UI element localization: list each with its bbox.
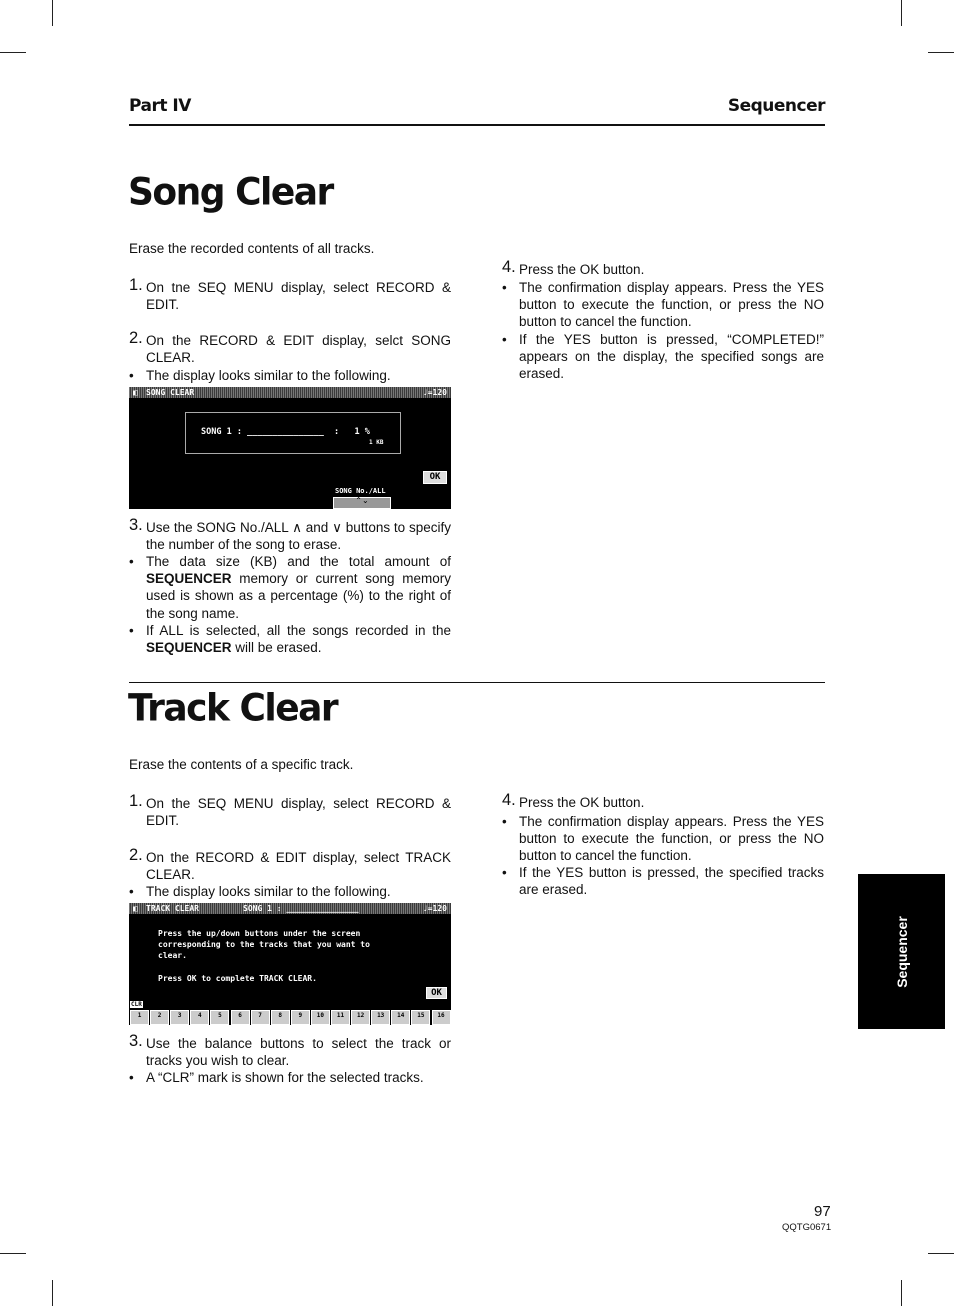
song-step-4 — [502, 258, 824, 278]
step-number: 4. — [502, 258, 516, 276]
bullet-text: The confirmation display appears. Press the YES button to execute the function, or press the NO button to cancel the function. — [519, 814, 824, 864]
track-step-1 — [129, 792, 451, 829]
screen-icon: ◧ — [133, 904, 138, 913]
step-number: 2. — [129, 846, 143, 864]
clr-mark: CLR — [131, 1001, 142, 1008]
screen-line-3: clear. — [158, 951, 187, 960]
bullet-text: The display looks similar to the following. — [146, 884, 391, 899]
doc-code: QQTG0671 — [782, 1222, 832, 1233]
track-button-13[interactable] — [371, 1010, 390, 1025]
screen-line-2: corresponding to the tracks that you want to — [158, 940, 370, 949]
bullet-text: If the YES button is pressed, “COMPLETED!” appears on the display, the specified songs are erased. — [519, 332, 824, 382]
track-button-16[interactable] — [432, 1010, 451, 1025]
track-button-label: 14 — [397, 1012, 405, 1019]
step-number: 4. — [502, 791, 516, 809]
bullet-text: The confirmation display appears. Press the YES button to execute the function, or press the NO button to cancel the function. — [519, 280, 824, 330]
song-step-3-bullet-2 — [129, 622, 451, 656]
track-button-5[interactable] — [210, 1010, 229, 1025]
side-tab-label: Sequencer — [893, 915, 910, 988]
bullet-mark: • — [502, 814, 507, 829]
updown-icon: ⌃⌄ — [355, 496, 369, 505]
track-button-label: 16 — [437, 1012, 445, 1019]
screen-title: SONG CLEAR — [146, 388, 195, 397]
track-step-3-bullet — [129, 1069, 451, 1086]
song-no-all-label: SONG No./ALL — [335, 487, 386, 495]
song-step-4-bullet-2 — [502, 331, 824, 383]
track-button-label: 8 — [278, 1012, 282, 1019]
bullet-mark: • — [129, 368, 134, 383]
track-button-4[interactable] — [190, 1010, 209, 1025]
song-line: SONG 1 : _______________ : 1 % — [201, 427, 370, 437]
crop-mark — [928, 52, 954, 53]
track-button-label: 9 — [298, 1012, 303, 1019]
song-clear-intro: Erase the recorded contents of all tracks. — [129, 241, 375, 256]
crop-mark — [901, 0, 902, 26]
side-tab — [858, 874, 945, 1029]
track-button-label: 12 — [356, 1012, 365, 1019]
song-step-1 — [129, 276, 451, 313]
bullet-mark: • — [129, 623, 134, 638]
crop-mark — [0, 1253, 26, 1254]
track-step-4 — [502, 791, 824, 811]
keyword: SEQUENCER — [146, 640, 232, 656]
bullet-mark: • — [502, 280, 507, 295]
header-rule — [129, 124, 825, 126]
step-text: Press the OK button. — [519, 795, 645, 810]
step-text: On the RECORD & EDIT display, select TRACK CLEAR. — [146, 850, 451, 882]
track-button-label: 11 — [336, 1012, 345, 1019]
track-step-2 — [129, 846, 451, 883]
page-number: 97 — [814, 1203, 831, 1220]
track-button-14[interactable] — [391, 1010, 410, 1025]
track-button-10[interactable] — [311, 1010, 330, 1025]
step-text: On the SEQ MENU display, select RECORD & EDIT. — [146, 796, 451, 828]
step-text: Use the SONG No./ALL ∧ and ∨ buttons to specify the number of the song to erase. — [146, 520, 451, 552]
track-step-4-bullet-1 — [502, 813, 824, 865]
track-button-label: 2 — [157, 1012, 162, 1019]
track-button-11[interactable] — [331, 1010, 350, 1025]
crop-mark — [52, 0, 53, 26]
song-step-4-bullet-1 — [502, 279, 824, 331]
track-button-label: 7 — [258, 1012, 262, 1019]
bullet-text: A “CLR” mark is shown for the selected tracks. — [146, 1070, 424, 1085]
bullet-text: If the YES button is pressed, the specified tracks are erased. — [519, 865, 824, 898]
track-step-2-bullet — [129, 883, 451, 900]
track-step-3 — [129, 1032, 451, 1069]
track-clear-title: Track Clear — [128, 686, 338, 731]
track-button-3[interactable] — [170, 1010, 189, 1025]
step-text: Use the balance buttons to select the track or tracks you wish to clear. — [146, 1036, 451, 1068]
crop-mark — [928, 1253, 954, 1254]
step-number: 2. — [129, 329, 143, 347]
screen-icon: ◧ — [133, 388, 138, 397]
screen-song-label: SONG 1 : _______________ — [243, 904, 359, 913]
track-button-2[interactable] — [150, 1010, 169, 1025]
step-text: On the RECORD & EDIT display, selct SONG CLEAR. — [146, 333, 451, 365]
track-button-8[interactable] — [271, 1010, 290, 1025]
song-clear-title: Song Clear — [128, 170, 333, 215]
track-button-label: 3 — [177, 1012, 182, 1019]
track-clear-screen — [129, 903, 451, 1025]
ok-button[interactable]: OK — [426, 987, 447, 999]
track-button-label: 1 — [137, 1012, 142, 1019]
crop-mark — [52, 1280, 53, 1306]
bullet-mark: • — [129, 1070, 134, 1085]
crop-mark — [901, 1280, 902, 1306]
song-step-2-bullet — [129, 367, 451, 384]
track-button-label: 5 — [218, 1012, 222, 1019]
screen-line-4: Press OK to complete TRACK CLEAR. — [158, 974, 317, 983]
track-clear-intro: Erase the contents of a specific track. — [129, 757, 354, 772]
step-number: 3. — [129, 516, 143, 534]
ok-button[interactable]: OK — [423, 471, 447, 484]
track-button-7[interactable] — [251, 1010, 270, 1025]
track-button-label: 10 — [316, 1012, 324, 1019]
bullet-mark: • — [502, 865, 507, 880]
track-button-12[interactable] — [351, 1010, 370, 1025]
screen-tempo: ♩=120 — [422, 388, 447, 397]
track-button-label: 15 — [417, 1012, 425, 1019]
screen-tempo: ♩=120 — [422, 904, 447, 913]
bullet-text: If ALL is selected, all the songs recorded in the SEQUENCER will be erased. — [146, 623, 451, 656]
track-button-label: 4 — [197, 1012, 202, 1019]
step-number: 3. — [129, 1032, 143, 1050]
song-step-3 — [129, 516, 451, 553]
track-button-label: 6 — [238, 1012, 242, 1019]
track-button-1[interactable] — [130, 1010, 149, 1025]
section-rule — [129, 682, 825, 683]
track-button-label: 13 — [377, 1012, 385, 1019]
step-number: 1. — [129, 276, 143, 294]
track-button-15[interactable] — [411, 1010, 430, 1025]
bullet-text: The data size (KB) and the total amount of SEQUENCER memory or current song memory used is shown as a percentage (%) to the right of the song name. — [146, 554, 451, 621]
song-step-2 — [129, 329, 451, 366]
crop-mark — [0, 52, 26, 53]
step-text: Press the OK button. — [519, 262, 645, 277]
song-kb: 1 KB — [369, 439, 384, 446]
bullet-mark: • — [129, 554, 134, 569]
keyword: SEQUENCER — [146, 571, 232, 587]
screen-line-1: Press the up/down buttons under the screen — [158, 929, 361, 938]
step-number: 1. — [129, 792, 143, 810]
song-no-all-button[interactable] — [333, 497, 391, 509]
screen-title: TRACK CLEAR — [146, 904, 199, 913]
song-clear-screen — [129, 387, 451, 509]
header-part: Part IV — [129, 96, 191, 116]
track-button-6[interactable] — [231, 1010, 250, 1025]
track-button-9[interactable] — [291, 1010, 310, 1025]
track-step-4-bullet-2 — [502, 864, 824, 898]
header-section: Sequencer — [727, 96, 825, 116]
bullet-text: The display looks similar to the following. — [146, 368, 391, 383]
bullet-mark: • — [129, 884, 134, 899]
bullet-mark: • — [502, 332, 507, 347]
song-step-3-bullet-1 — [129, 553, 451, 622]
step-text: On tne SEQ MENU display, select RECORD & EDIT. — [146, 280, 451, 312]
